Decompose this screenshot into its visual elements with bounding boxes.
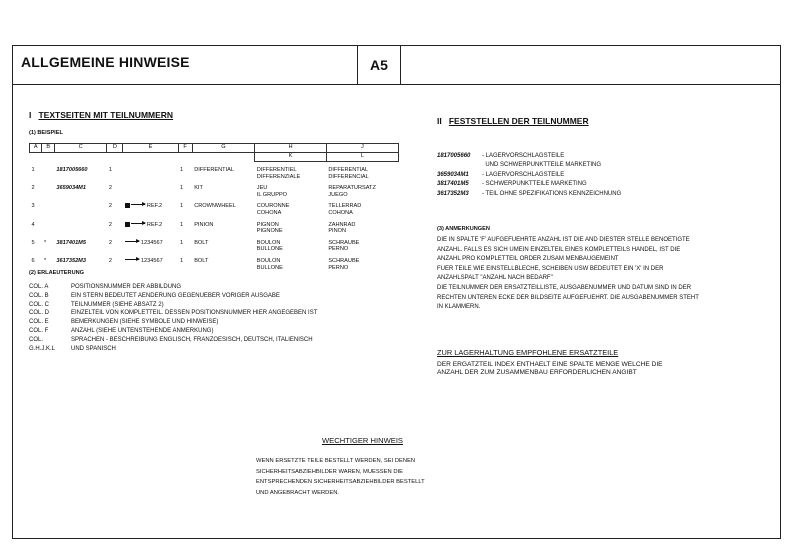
- id-list-number: 1817005660: [437, 153, 471, 159]
- id-list-item: [437, 171, 621, 180]
- notes-line: ANZAHL. FALLS ES SICH UMEIN EINZELTEIL EINES KOMPLETTEILS HANDEL, IST DIE: [437, 246, 681, 253]
- table-row: [30, 198, 399, 216]
- id-list-item: [437, 190, 621, 199]
- stock-paragraph: [437, 361, 663, 377]
- arrow-right-icon: [125, 241, 139, 242]
- column-note-key: COL. A: [29, 284, 49, 290]
- table-cell-e-text: 1234567: [140, 239, 163, 246]
- table-cell-j: TELLERRAD COHONA: [328, 203, 362, 216]
- parts-table: [29, 143, 399, 271]
- page-code: A5: [357, 45, 401, 85]
- table-cell-d: 2: [108, 185, 113, 192]
- table-cell-a: 3: [31, 203, 35, 210]
- notes-line: DIE TEILNUMMER DER ERSATZTEILLISTE, AUSGABENUMMER UND DATUM SIND IN DER: [437, 284, 692, 291]
- header-blank-cell: [400, 45, 781, 85]
- col-header: F: [178, 144, 192, 153]
- table-cell-f: 1: [180, 257, 184, 264]
- table-row: [30, 253, 399, 271]
- column-notes: [29, 283, 317, 353]
- table-cell-j: DIFFERENTIAL DIFFERENCIAL: [328, 167, 369, 180]
- table-cell-c: [54, 198, 107, 216]
- section-2-heading: [437, 116, 589, 126]
- important-note-line: SICHERHEITSABZIEHBILDER WAREN, MUESSEN DIE: [256, 468, 403, 475]
- table-row: [30, 217, 399, 235]
- column-note-key: COL. B: [29, 292, 49, 299]
- table-cell-e: [123, 217, 178, 235]
- notes-line: DIE IN SPALTE 'F' AUFGEFUEHRTE ANZAHL IST DIE AND DIESTER STELLE BENOETIGTE: [437, 237, 690, 243]
- table-cell-f: 1: [180, 221, 184, 228]
- column-note-key: COL. C: [29, 301, 50, 308]
- example-label: (1) BEISPIEL: [29, 130, 63, 136]
- notes-paragraph: [437, 236, 699, 313]
- id-list-text: - LAGERVORSCHLAGSTEILE: [482, 171, 565, 178]
- table-cell-d: 2: [108, 221, 113, 228]
- col-header: G: [192, 144, 255, 153]
- notes-line: IN KLAMMERN.: [437, 304, 481, 311]
- table-subheader-row: [30, 153, 399, 162]
- table-cell-g: DIFFERENTIAL: [194, 166, 234, 173]
- col-header: A: [30, 144, 42, 153]
- col-subheader: L: [326, 153, 398, 162]
- section-1-heading: [29, 110, 173, 120]
- table-cell-b: [42, 180, 54, 198]
- id-list-text: - SCHWERPUNKTTEILE MARKETING: [482, 181, 587, 188]
- table-cell-g: PINION: [194, 221, 214, 228]
- table-cell-e: [123, 198, 178, 216]
- stock-title: ZUR LAGERHALTUNG EMPFOHLENE ERSATZTEILE: [437, 348, 619, 357]
- section-2-number: II: [437, 116, 442, 126]
- column-note-text: POSITIONSNUMMER DER ABBILDUNG: [71, 284, 182, 290]
- table-cell-c: 3659034M1: [56, 185, 86, 192]
- table-cell-e-text: REF.2: [146, 221, 163, 228]
- section-1-title: TEXTSEITEN MIT TEILNUMMERN: [38, 110, 174, 120]
- table-cell-d: 1: [108, 166, 113, 173]
- table-cell-c: 1817005660: [56, 166, 88, 173]
- column-note-key: COL. E: [29, 319, 49, 326]
- col-subheader: K: [255, 153, 327, 162]
- parts-table-wrap: [29, 143, 399, 271]
- table-cell-b: *: [43, 257, 47, 264]
- notes-line: ANZAHL PRO KOMPLETTEIL ORDER ZUSAM MENBAUGEMEINT: [437, 256, 619, 263]
- column-note-text: BEMERKUNGEN (SIEHE SYMBOLE UND HINWEISE): [71, 319, 219, 326]
- column-note-text: EIN STERN BEDEUTET AENDERUNG GEGENUEBER VORIGER AUSGABE: [71, 292, 280, 299]
- table-cell-c: 3617352M3: [56, 257, 86, 264]
- id-list-number: 3659034M1: [437, 171, 469, 178]
- table-row: [30, 180, 399, 198]
- id-list-number: 3817401M5: [437, 181, 469, 188]
- table-cell-h: BOULON BULLONE: [256, 257, 283, 271]
- table-cell-j: REPARATURSATZ JUEGO: [328, 185, 376, 198]
- table-cell-e: [123, 253, 178, 271]
- symbol-square-icon: [125, 203, 130, 208]
- table-cell-a: 4: [31, 221, 35, 228]
- table-cell-b: [42, 198, 54, 216]
- notes-line: RECHTEN UNTEREN ECKE DER BILDSEITE AUFGEFUEHRT. DIE AUSGABENUMMER STEHT: [437, 294, 699, 301]
- table-cell-g: KIT: [194, 185, 203, 192]
- table-cell-d: 2: [108, 257, 113, 264]
- table-cell-d: 2: [108, 203, 113, 210]
- column-note-row: [29, 309, 317, 318]
- column-note-row: [29, 318, 317, 327]
- column-note-key: COL. G.H.J.K.L: [29, 336, 56, 352]
- table-cell-f: 1: [180, 166, 184, 173]
- col-header: B: [42, 144, 54, 153]
- arrow-right-icon: [131, 223, 145, 224]
- col-header: H: [255, 144, 327, 153]
- table-cell-f: 1: [180, 203, 184, 210]
- section-1-number: I: [29, 110, 32, 120]
- table-cell-c: 3817401M5: [56, 239, 86, 246]
- table-cell-a: 1: [31, 166, 35, 173]
- symbol-square-icon: [125, 222, 130, 227]
- table-cell-c: [54, 217, 107, 235]
- id-list-item: [437, 180, 621, 189]
- table-cell-j: SCHRAUBE PERNO: [328, 239, 360, 253]
- column-note-key: COL. D: [29, 310, 50, 317]
- column-note-row: [29, 292, 317, 301]
- table-cell-h: DIFFERENTIEL DIFFERENZIALE: [256, 167, 301, 180]
- col-header: J: [326, 144, 398, 153]
- important-note-line: ENTSPRECHENDEN SICHERHEITSABZIEHBILDER BESTELLT: [256, 479, 425, 485]
- column-note-key: COL. F: [29, 327, 49, 334]
- table-cell-j: ZAHNRAD PINON: [328, 221, 356, 235]
- table-cell-e: [123, 235, 178, 253]
- col-header: E: [123, 144, 178, 153]
- table-cell-g: BOLT: [194, 239, 209, 246]
- header-bar: [12, 45, 781, 85]
- page-title: ALLGEMEINE HINWEISE: [12, 45, 358, 85]
- notes-line: ANZAHLSPALT "ANZAHL NACH BEDARF": [437, 275, 553, 282]
- column-note-row: [29, 283, 317, 292]
- id-list-item: [437, 152, 621, 171]
- important-note-line: UND ANGEBRACHT WERDEN.: [256, 489, 339, 496]
- table-cell-b: *: [43, 239, 47, 246]
- table-cell-d: 2: [108, 239, 113, 246]
- table-row: [30, 235, 399, 253]
- table-cell-h: COURONNE COHONA: [256, 203, 290, 216]
- important-note-line: WENN ERSETZTE TEILE BESTELLT WERDEN, SEI DENEN: [256, 458, 416, 464]
- column-note-text: TEILNUMMER (SIEHE ABSATZ 2): [71, 301, 164, 308]
- table-cell-h: JEU IL GRUPPO: [256, 185, 288, 198]
- table-cell-e: [123, 180, 178, 198]
- table-cell-b: [42, 217, 54, 235]
- table-cell-h: PIGNON PIGNONE: [256, 221, 283, 235]
- arrow-right-icon: [125, 259, 139, 260]
- explain-label: (2) ERLAEUTERUNG: [29, 270, 85, 276]
- column-note-text: EINZELTEIL VON KOMPLETTEIL. DESSEN POSITIONSNUMMER HIER ANGEGEBEN IST: [71, 310, 318, 317]
- stock-line: DER ERGATZTEIL INDEX ENTHAELT EINE SPALTE MENGE WELCHE DIE: [437, 361, 663, 368]
- id-list-text: - TEIL OHNE SPEZIFIKATIONS KENNZEICHNUNG: [482, 190, 622, 197]
- identification-list: [437, 152, 621, 199]
- table-header-row: [30, 144, 399, 153]
- column-note-row: [29, 327, 317, 336]
- table-cell-a: 6: [31, 257, 35, 264]
- table-cell-g: BOLT: [194, 257, 209, 264]
- table-cell-e-text: REF.2: [146, 203, 163, 210]
- table-cell-a: 2: [31, 185, 35, 192]
- section-2-title: FESTSTELLEN DER TEILNUMMER: [448, 116, 589, 126]
- important-note-body: [256, 456, 425, 498]
- col-header: C: [54, 144, 107, 153]
- notes-line: FUER TEILE WIE EINSTELLBLECHE, SCHEIBEN USW BEDEUTET EIN 'X' IN DER: [437, 265, 664, 272]
- table-cell-g: CROWNWHEEL: [194, 203, 236, 210]
- table-cell-j: SCHRAUBE PERNO: [328, 257, 360, 271]
- id-list-number: 3617352M3: [437, 190, 469, 197]
- column-note-text: SPRACHEN - BESCHREIBUNG ENGLISCH, FRANZOESISCH, DEUTSCH, ITALIENISCH UND SPANISCH: [71, 336, 313, 352]
- important-note-title: WECHTIGER HINWEIS: [322, 436, 403, 445]
- table-cell-h: BOULON BULLONE: [256, 239, 283, 253]
- table-cell-f: 1: [180, 239, 184, 246]
- column-note-row: [29, 301, 317, 310]
- column-note-row: [29, 336, 317, 354]
- id-list-text: - LAGERVORSCHLAGSTEILE UND SCHWERPUNKTTEILE MARKETING: [482, 153, 602, 169]
- table-cell-f: 1: [180, 185, 184, 192]
- table-cell-a: 5: [31, 239, 35, 246]
- table-row: [30, 162, 399, 181]
- col-header: D: [107, 144, 123, 153]
- stock-line: ANZAHL DER ZUM ZUSAMMENBAU ERFORDERLICHEN ANGIBT: [437, 369, 637, 376]
- table-cell-b: [42, 162, 54, 181]
- table-cell-e: [123, 162, 178, 181]
- notes-label: (3) ANMERKUNGEN: [437, 226, 490, 232]
- column-note-text: ANZAHL (SIEHE UNTENSTEHENDE ANMERKUNG): [71, 327, 214, 334]
- table-cell-e-text: 1234567: [140, 257, 163, 264]
- arrow-right-icon: [131, 204, 145, 205]
